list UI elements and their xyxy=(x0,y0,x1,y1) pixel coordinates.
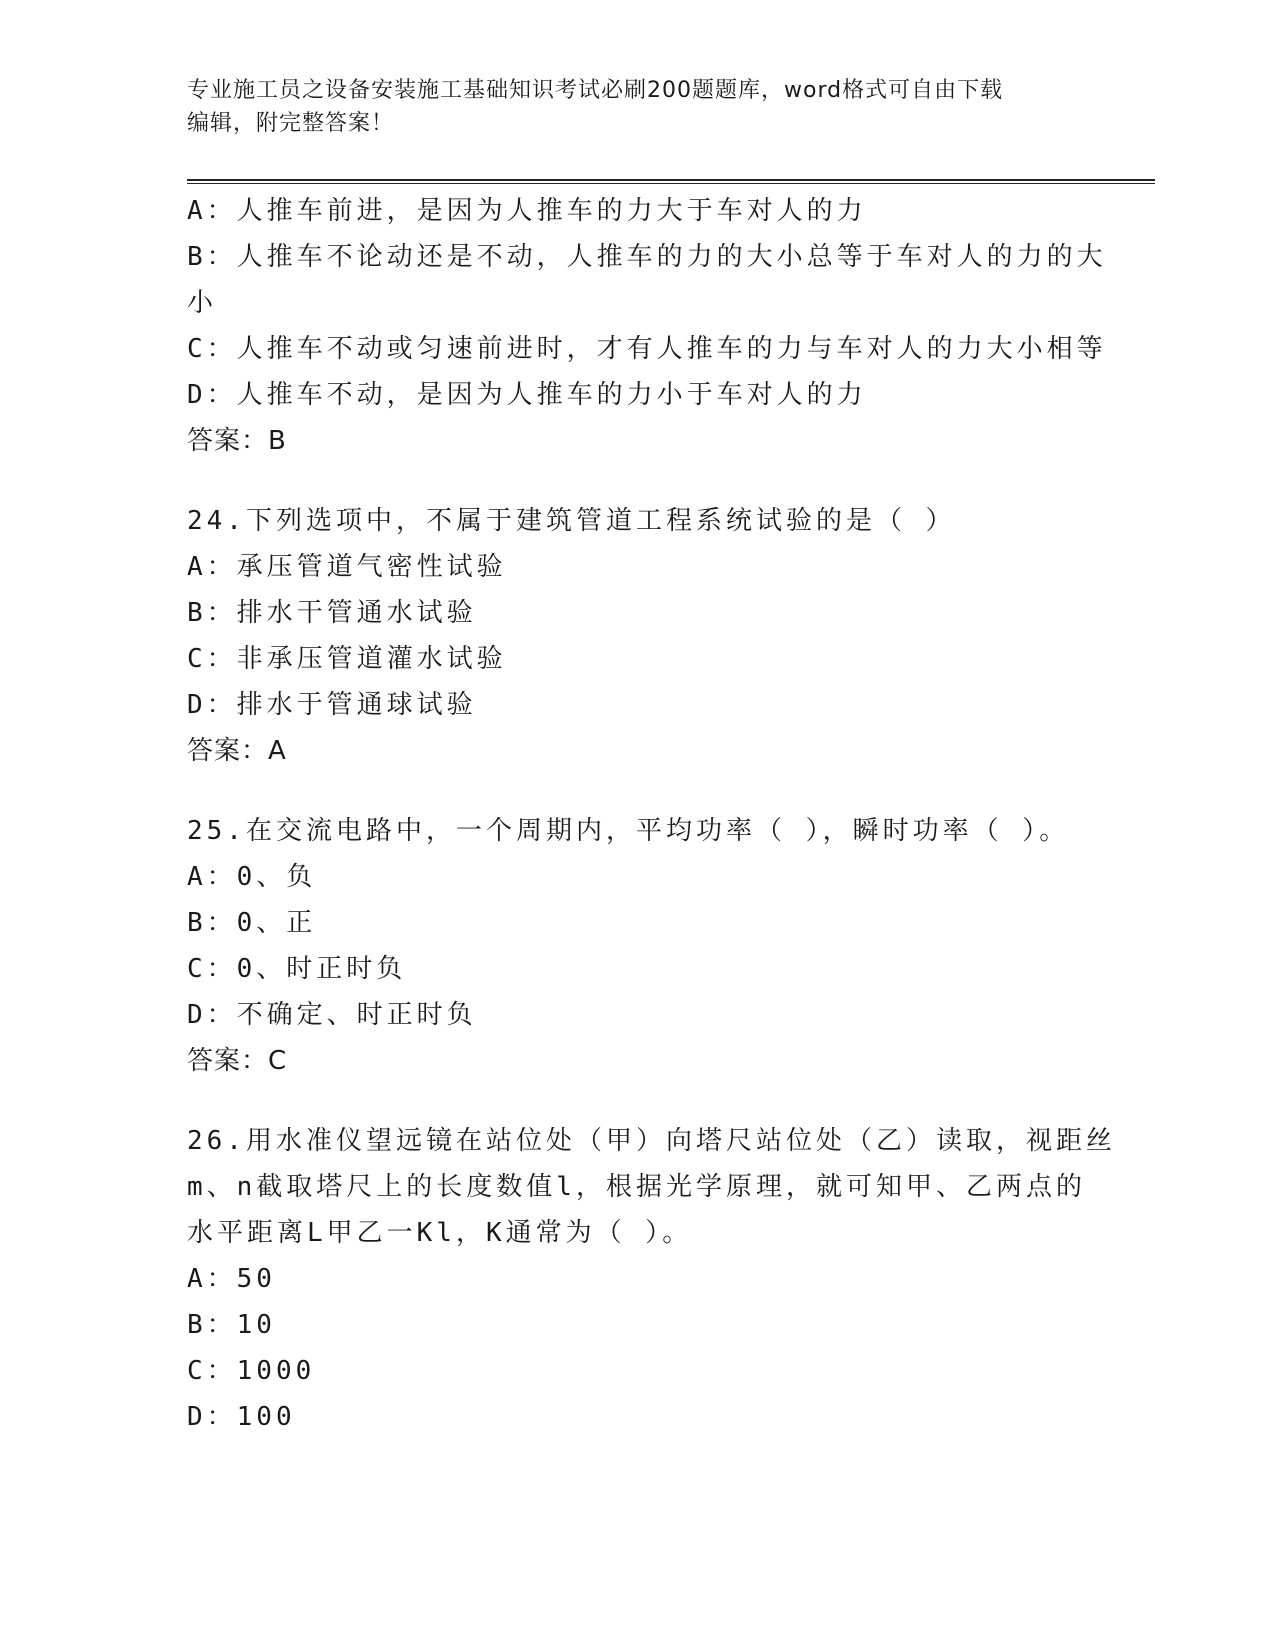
option-b-continued: 小 xyxy=(187,288,218,318)
option-b: B：10 xyxy=(187,1310,276,1340)
document-header xyxy=(187,74,1087,140)
question-stem-line-2: m、n截取塔尺上的长度数值l，根据光学原理，就可知甲、乙两点的 xyxy=(187,1172,1086,1202)
option-c: C：人推车不动或匀速前进时，才有人推车的力与车对人的力大小相等 xyxy=(187,334,1107,364)
question-23-block xyxy=(187,188,1107,464)
option-a: A：0、负 xyxy=(187,862,317,892)
option-a: A：人推车前进，是因为人推车的力大于车对人的力 xyxy=(187,196,867,226)
option-d: D：排水于管通球试验 xyxy=(187,690,477,720)
question-content xyxy=(187,188,1116,1440)
option-b: B：排水干管通水试验 xyxy=(187,598,477,628)
answer-label: 答案：B xyxy=(187,426,287,456)
question-24-block xyxy=(187,498,1087,774)
option-c: C：1000 xyxy=(187,1356,316,1386)
option-b: B：0、正 xyxy=(187,908,317,938)
header-divider xyxy=(187,179,1155,184)
option-d: D：100 xyxy=(187,1402,296,1432)
question-stem: 24.下列选项中，不属于建筑管道工程系统试验的是（ ） xyxy=(187,506,956,536)
option-c: C：0、时正时负 xyxy=(187,954,407,984)
question-stem: 25.在交流电路中，一个周期内，平均功率（ ），瞬时功率（ ）。 xyxy=(187,816,1070,846)
answer-label: 答案：C xyxy=(187,1046,288,1076)
question-25-block xyxy=(187,808,1087,1084)
option-c: C：非承压管道灌水试验 xyxy=(187,644,507,674)
option-d: D：不确定、时正时负 xyxy=(187,1000,477,1030)
question-stem-line-3: 水平距离L甲乙一Kl，K通常为（ ）。 xyxy=(187,1218,693,1248)
question-26-block xyxy=(187,1118,1116,1440)
option-a: A：50 xyxy=(187,1264,276,1294)
option-d: D：人推车不动，是因为人推车的力小于车对人的力 xyxy=(187,380,867,410)
header-title-line-2: 编辑，附完整答案！ xyxy=(187,111,395,136)
option-a: A：承压管道气密性试验 xyxy=(187,552,507,582)
question-stem-line-1: 26.用水准仪望远镜在站位处（甲）向塔尺站位处（乙）读取，视距丝 xyxy=(187,1126,1116,1156)
option-b: B：人推车不论动还是不动，人推车的力的大小总等于车对人的力的大 xyxy=(187,242,1107,272)
header-title-line-1: 专业施工员之设备安装施工基础知识考试必刷200题题库，word格式可自由下载 xyxy=(187,78,1004,103)
answer-label: 答案：A xyxy=(187,736,287,766)
